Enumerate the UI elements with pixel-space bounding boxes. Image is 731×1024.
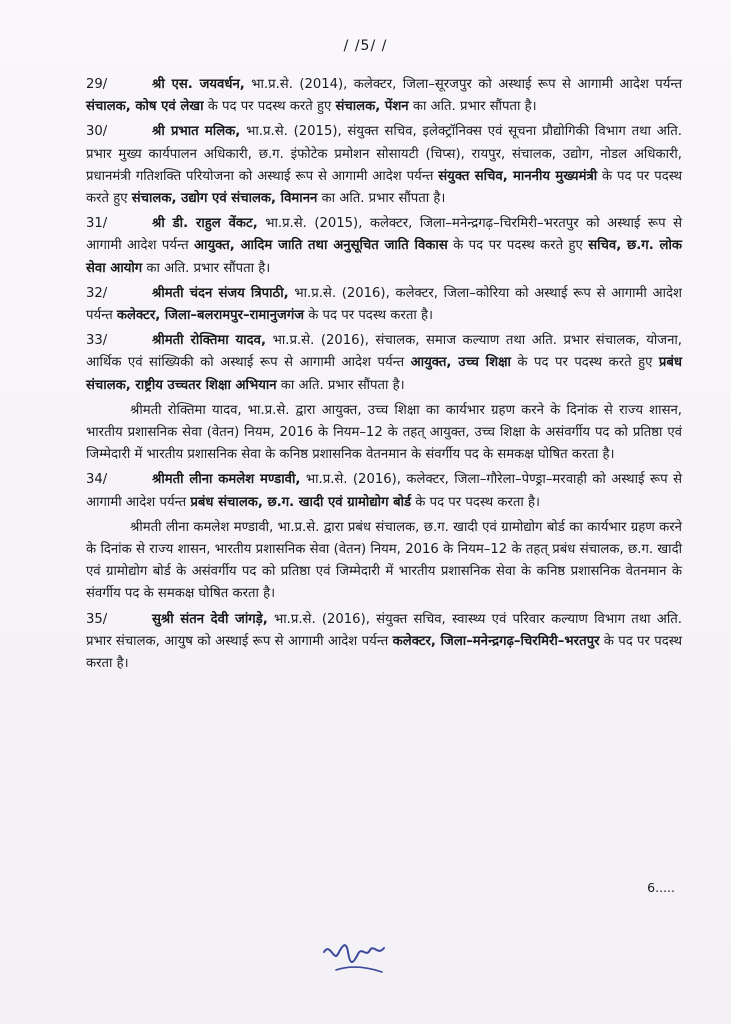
text-run: का अति. प्रभार सौंपता है। [142,260,271,276]
text-run: के पद पर पदस्थ करते हुए [510,355,659,371]
bold-text: कलेक्टर, जिला–बलरामपुर–रामानुजगंज [116,308,305,324]
text-run: के पद पर पदस्थ करते हुए [447,238,589,254]
paragraph [86,283,682,327]
bold-text: सचिव, छ.ग. लोक सेवा आयोग [86,238,683,276]
paragraph-number: 30/ [86,124,108,140]
text-run: का अति. प्रभार सौंपता है। [317,191,446,207]
text-run: भा.प्र.से. (2016), कलेक्टर, जिला–कोरिया को अस्थाई रूप से आगामी आदेश पर्यन्त [86,285,682,324]
order-body [86,74,682,678]
text-run: भा.प्र.से. (2016), कलेक्टर, जिला–गौरेला–पेण्ड्रा–मरवाही को अस्थाई रूप से आगामी आदेश पर्यन्त [86,472,682,510]
bold-text: श्री डी. राहुल वेंकट, [152,216,258,232]
paragraph [86,517,682,606]
paragraph-number: 31/ [86,216,108,232]
paragraph [86,330,682,397]
text-run: का अति. प्रभार सौंपता है। [276,377,405,393]
bold-text: श्रीमती रोक्तिमा यादव, [152,333,267,349]
next-page-marker: 6..... [647,880,675,895]
paragraph [86,121,682,210]
page-number: / /5/ / [343,38,388,54]
bold-text: प्रबंध संचालक, छ.ग. खादी एवं ग्रामोद्योग बोर्ड [190,494,412,510]
paragraph [86,400,682,467]
paragraph [86,213,682,280]
paragraph-number: 29/ [86,77,108,92]
bold-text: संचालक, पेंशन [335,99,409,115]
bold-text: संचालक, उद्योग एवं संचालक, विमानन [131,191,318,207]
paragraph-number: 32/ [86,285,108,301]
text-run: भा.प्र.से. (2015), संयुक्त सचिव, इलेक्ट्रॉनिक्स एवं सूचना प्रौद्योगिकी विभाग तथा अति. प्रभार मुख्य कार्यपालन अधिकारी, छ.ग. इंफोटेक प्रमोशन सोसायटी (चिप्स), रायपुर, संचालक, उद्योग, नोडल अधिकारी, प्रधानमंत्री गतिशक्ति परियोजना को अस्थाई रूप से आगामी आदेश पर्यन्त [86,124,682,184]
bold-text: श्री प्रभात मलिक, [152,124,241,140]
bold-text: आयुक्त, उच्च शिक्षा [410,355,511,371]
signature-icon [318,932,398,980]
bold-text: आयुक्त, आदिम जाति तथा अनुसूचित जाति विकास [194,238,448,254]
paragraph [86,609,682,676]
bold-text: संयुक्त सचिव, माननीय मुख्यमंत्री [438,168,598,184]
text-run: भा.प्र.से. (2016), संचालक, समाज कल्याण तथा अति. प्रभार संचालक, योजना, आर्थिक एवं सांख्यिकी को अस्थाई रूप से आगामी आदेश पर्यन्त [86,333,683,371]
text-run: के पद पर पदस्थ करता है। [86,633,682,672]
text-run: श्रीमती लीना कमलेश मण्डावी, भा.प्र.से. द्वारा प्रबंध संचालक, छ.ग. खादी एवं ग्रामोद्योग बोर्ड का कार्यभार ग्रहण करने के दिनांक से राज्य शासन, भारतीय प्रशासनिक सेवा (वेतन) नियम, 2016 के नियम–12 के तहत् प्रबंध संचालक, छ.ग. खादी एवं ग्रामोद्योग बोर्ड के असंवर्गीय पद को प्रतिष्ठा एवं जिम्मेदारी में भारतीय प्रशासनिक सेवा के कनिष्ठ प्रशासनिक वेतनमान के संवर्गीय पद के समकक्ष घोषित करता है। [86,519,682,602]
text-run: भा.प्र.से. (2016), संयुक्त सचिव, स्वास्थ्य एवं परिवार कल्याण विभाग तथा अति. प्रभार संचालक, आयुष को अस्थाई रूप से आगामी आदेश पर्यन्त [86,611,682,649]
text-run: के पद पर पदस्थ करता है। [304,308,433,324]
text-run: भा.प्र.से. (2014), कलेक्टर, जिला–सूरजपुर को अस्थाई रूप से आगामी आदेश पर्यन्त [244,77,682,92]
bold-text: श्री एस. जयवर्धन, [152,77,245,92]
bold-text: प्रबंध संचालक, राष्ट्रीय उच्चतर शिक्षा अभियान [86,355,682,393]
text-run: के पद पर पदस्थ करते हुए [86,168,682,207]
bold-text: सुश्री संतन देवी जांगड़े, [152,611,268,627]
bold-text: श्रीमती लीना कमलेश मण्डावी, [152,472,301,488]
paragraph-number: 33/ [86,333,108,349]
paragraph-number: 34/ [86,472,108,488]
bold-text: कलेक्टर, जिला–मनेन्द्रगढ़–चिरमिरी–भरतपुर [392,633,600,649]
text-run: भा.प्र.से. (2015), कलेक्टर, जिला–मनेन्द्रगढ़–चिरमिरी–भरतपुर को अस्थाई रूप से आगामी आदेश पर्यन्त [86,216,682,254]
text-run: का अति. प्रभार सौंपता है। [408,99,537,115]
text-run: के पद पर पदस्थ करता है। [411,494,540,510]
text-run: के पद पर पदस्थ करते हुए [203,99,336,115]
text-run: श्रीमती रोक्तिमा यादव, भा.प्र.से. द्वारा आयुक्त, उच्च शिक्षा का कार्यभार ग्रहण करने के दिनांक से राज्य शासन, भारतीय प्रशासनिक सेवा (वेतन) नियम, 2016 के नियम–12 के तहत् आयुक्त, उच्च शिक्षा के असंवर्गीय पद को प्रतिष्ठा एवं जिम्मेदारी में भारतीय प्रशासनिक सेवा के कनिष्ठ प्रशासनिक वेतनमान के संवर्गीय पद के समकक्ष घोषित करता है। [86,402,682,463]
paragraph-number: 35/ [86,611,108,627]
bold-text: श्रीमती चंदन संजय त्रिपाठी, [152,285,289,301]
bold-text: संचालक, कोष एवं लेखा [86,99,204,115]
paragraph [86,469,682,513]
paragraph [86,74,682,118]
